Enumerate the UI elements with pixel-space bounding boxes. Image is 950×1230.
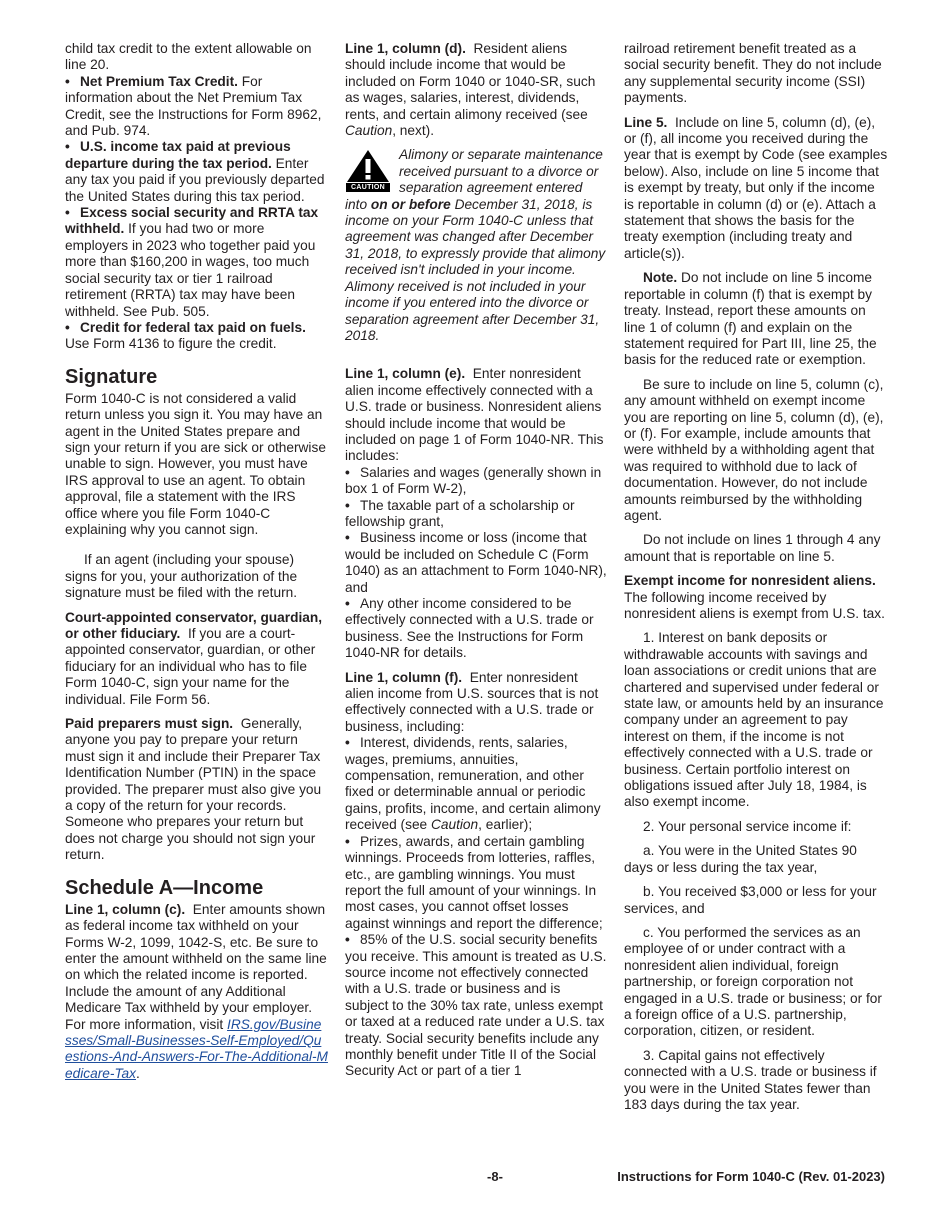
paragraph-court-appointed: Court-appointed conservator, guardian, or other fiduciary. If you are a court-appointed conservator, guardian, or other fiduciary for an individual who has to file Form 1040-C, sign your name for the individual. File Form 56. — [65, 609, 323, 707]
list-item: • Interest, dividends, rents, salaries, wages, premiums, annuities, compensation, remuneration, and other fixed or determinable annual or periodic gains, profits, income, and certain alimony received (see Caution, earlier); — [345, 735, 607, 833]
column-3 — [624, 41, 888, 1121]
list-item: 3. Capital gains not effectively connected with a U.S. trade or business if you were in the United States fewer than 183 days during the tax year. — [624, 1047, 877, 1112]
paragraph-line1c: Line 1, column (c). Enter amounts shown as federal income tax withheld on your Forms W-2, 1099, 1042-S, etc. Be sure to enter the amount withheld on the same line on which the related income is reported. Include the amount of any Additional Medicare Tax withheld by your employer. For more information, visit IRS.gov/Businesses/Small-Businesses-Self-Employed/Questions-And-Answers-For-The-Additional-Medicare-Tax. — [65, 901, 328, 1081]
column-1 — [65, 41, 328, 1090]
list-item: c. You performed the services as an employee of or under contract with a nonresident alien individual, foreign partnership, or foreign corporation not engaged in a U.S. trade or business; or for a foreign office of a U.S. partnership, corporation, citizen, or resident. — [624, 924, 882, 1039]
paragraph-paid-preparers: Paid preparers must sign. Generally, anyone you pay to prepare your return must sign it and include their Preparer Tax Identification Number (PTIN) in the space provided. The preparer must also give you a copy of the return for your records. Someone who prepares your return but does not charge you should not sign your return. — [65, 716, 322, 863]
paragraph-line1e: Line 1, column (e). Enter nonresident alien income effectively connected with a U.S. trade or business. Nonresident aliens should include income that would be included on page 1 of Form 1040-NR. This includes: — [345, 366, 604, 464]
caution-note — [345, 147, 607, 344]
list-item: 1. Interest on bank deposits or withdrawable accounts with savings and loan associations or credit unions that are chartered and supervised under federal or state law, or amounts held by an insurance company under an agreement to pay interest on them, if the income is not effectively connected with a U.S. trade or business. Certain portfolio interest on obligations issued after July 18, 1984, is also exempt income. — [624, 630, 884, 810]
list-item: • Any other income considered to be effectively connected with a U.S. trade or business. See the Instructions for Form 1040-NR for details. — [345, 596, 607, 662]
paragraph: child tax credit to the extent allowable on line 20. — [65, 41, 312, 73]
paragraph: railroad retirement benefit treated as a social security benefit. They do not include any supplemental security income (SSI) payments. — [624, 41, 882, 106]
list-item: • Salaries and wages (generally shown in box 1 of Form W-2), — [345, 465, 607, 498]
medicare-tax-link[interactable]: IRS.gov/Businesses/Small-Businesses-Self-Employed/Questions-And-Answers-For-The-Additional-Medicare-Tax — [65, 1016, 328, 1081]
paragraph-line5: Line 5. Include on line 5, column (d), (e), or (f), all income you received during the year that is exempt by Code (see examples below). Also, include on line 5 income that is exempt by treaty, but only if the income is reportable in column (d) or (e). Attach a statement that shows the basis for the treaty exemption (including treaty and article(s)). — [624, 114, 888, 261]
page-number: -8- — [487, 1169, 503, 1184]
warning-triangle-icon — [346, 149, 390, 183]
caution-text: Alimony or separate maintenance received pursuant to a divorce or separation agreement entered into on or before December 31, 2018, is income on your Form 1040-C unless that agreement was changed after December 31, 2018, to expressly provide that alimony received isn't included in your income. Alimony received is not included in your income if you entered into the divorce or separation agreement after December 31, 2018. — [345, 147, 606, 343]
paragraph-exempt-income: Exempt income for nonresident aliens. The following income received by nonresident aliens is exempt from U.S. tax. — [624, 573, 885, 621]
document-title: Instructions for Form 1040-C (Rev. 01-2023) — [617, 1169, 885, 1184]
list-item: • 85% of the U.S. social security benefits you receive. This amount is treated as U.S. source income not effectively connected with a U.S. trade or business and is subject to the 30% tax rate, unless exempt or taxed at a reduced rate under a U.S. tax treaty. Social security benefits include any monthly benefit under Title II of the Social Security Act or part of a tier 1 — [345, 932, 607, 1080]
signature-heading: Signature — [65, 365, 158, 388]
paragraph-note: Note. Do not include on line 5 income reportable in column (f) that is exempt by treaty. Instead, report these amounts on line 1 of column (f) and explain on the statement required for Part III, line 25, the basis for the reduced rate or exemption. — [624, 270, 877, 368]
list-item: • Prizes, awards, and certain gambling winnings. Proceeds from lotteries, raffles, etc., are gambling winnings. You must report the full amount of your winnings. In most cases, you cannot offset losses against winnings and report the difference; — [345, 834, 607, 932]
paragraph: Form 1040-C is not considered a valid return unless you sign it. You may have an agent in the United States prepare and sign your return if you are sick or otherwise unable to sign. However, you must have IRS approval to use an agent. To obtain approval, file a statement with the IRS office where you file Form 1040-C explaining why you cannot sign. — [65, 390, 326, 537]
page-footer — [65, 1169, 885, 1185]
caution-label: CAUTION — [346, 183, 390, 192]
bullet-fuel-credit: • Credit for federal tax paid on fuels. Use Form 4136 to figure the credit. — [65, 320, 328, 353]
list-item: a. You were in the United States 90 days or less during the tax year, — [624, 843, 857, 875]
schedule-a-heading: Schedule A—Income — [65, 876, 264, 899]
bullet-us-income-tax: • U.S. income tax paid at previous departure during the tax period. Enter any tax you paid if you previously departed the United States during this tax period. — [65, 139, 328, 205]
list-item: • The taxable part of a scholarship or fellowship grant, — [345, 498, 607, 531]
bullet-excess-ss: • Excess social security and RRTA tax withheld. If you had two or more employers in 2023 who together paid you more than $160,200 in wages, too much social security tax or tier 1 railroad retirement (RRTA) tax may have been withheld. See Pub. 505. — [65, 205, 328, 320]
list-item: b. You received $3,000 or less for your services, and — [624, 884, 877, 916]
bullet-net-premium: • Net Premium Tax Credit. For information about the Net Premium Tax Credit, see the Instructions for Form 8962, and Pub. 974. — [65, 74, 328, 140]
paragraph-line1f: Line 1, column (f). Enter nonresident alien income from U.S. sources that is not effectively connected with a U.S. trade or business, including: — [345, 669, 599, 734]
paragraph: Do not include on lines 1 through 4 any amount that is reportable on line 5. — [624, 532, 881, 564]
list-item: • Business income or loss (income that would be included on Schedule C (Form 1040) as an attachment to Form 1040-NR), and — [345, 530, 607, 596]
list-item: 2. Your personal service income if: — [643, 818, 852, 834]
paragraph: Be sure to include on line 5, column (c), any amount withheld on exempt income you are reporting on line 5, column (d), (e), or (f). For example, include amounts that were withheld by a withholding agent that was required to withhold due to lack of documentation. However, do not include amounts reimbursed by the withholding agent. — [624, 376, 884, 523]
column-2 — [345, 41, 607, 1080]
caution-icon — [345, 149, 391, 193]
paragraph-line1d: Line 1, column (d). Resident aliens should include income that would be included on Form 1040 or 1040-SR, such as wages, salaries, interest, dividends, rents, and certain alimony received (see Caution, next). — [345, 41, 596, 139]
paragraph: If an agent (including your spouse) signs for you, your authorization of the signature must be filed with the return. — [65, 552, 298, 601]
